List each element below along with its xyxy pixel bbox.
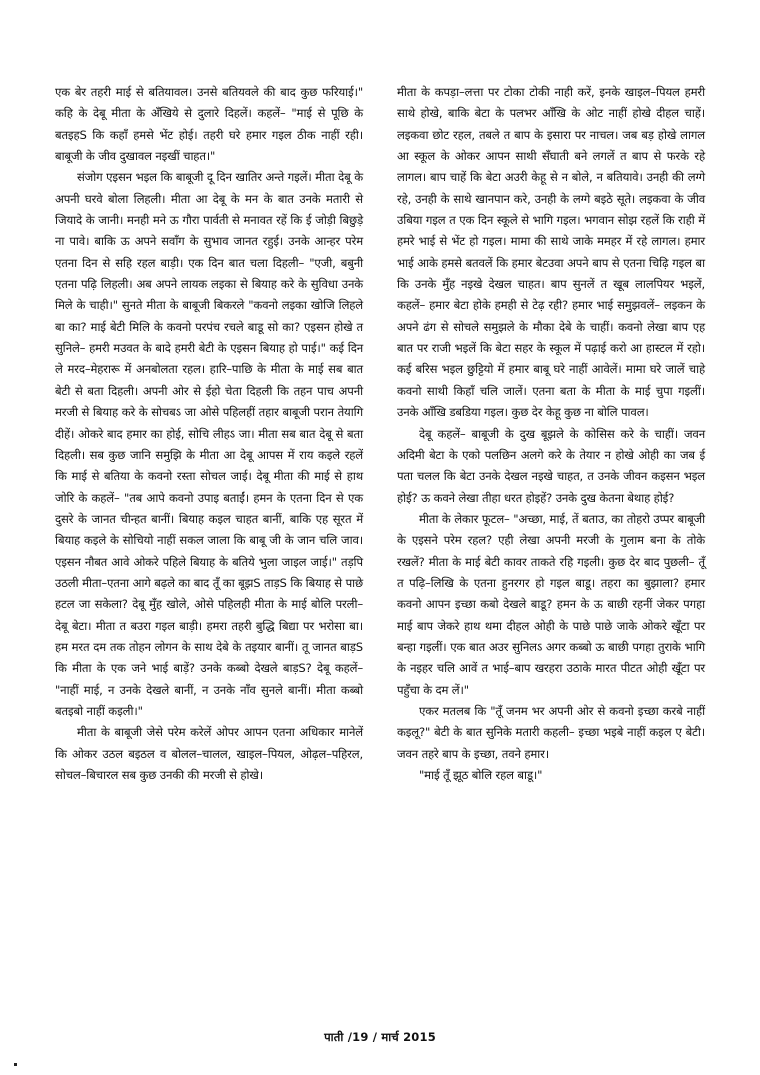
paragraph: एकर मतलब कि "तूँ जनम भर अपनी ओर से कवनो इच्छा करबे नाहीं कइलू?" बेटी के बात सुनिके मतारी कहली– इच्छा भइबे नाहीं कइल ए बेटी। जवन तहरे बाप के इच्छा, तवने हमार। [397, 703, 705, 761]
paragraph: एक बेर तहरी माई से बतियावल। उनसे बतियवले की बाद कुछ फरियाई।" कहि के देबू मीता के अँखिये से दुलारे दिहलें। कहलें– "माई से पूछि के बतइहS कि कहाँ हमसे भेंट होई। तहरी घरे हमार गइल ठीक नाहीं रही। बाबूजी के जीव दुखावल नइखीं चाहत।" [55, 85, 363, 164]
right-column [397, 82, 705, 786]
paragraph: "माई तूँ झूठ बोलि रहल बाडू।" [419, 768, 543, 782]
paragraph: मीता के बाबूजी जेसे परेम करेलें ओपर आपन एतना अधिकार मानेलें कि ओकर उठल बइठल व बोलल–चालल, खाइल–पियल, ओढ़ल–पहिरल, सोचल–बिचारल सब कुछ उनकी की मरजी से होखे। [55, 725, 363, 782]
paragraph: मीता के लेकार फूटल– "अच्छा, माई, तें बताउ, का तोहरो उप्पर बाबूजी के एइसने परेम रहल? एही लेखा अपनी मरजी के गुलाम बना के तोके रखलें? मीता के माई बेटी कावर ताकते रहि गइली। कुछ देर बाद पुछली– तूँ त पढ़ि–लिखि के एतना हुनरगर हो गइल बाडू। तहरा का बुझाला? हमार कवनो आपन इच्छा कबो देखले बाडू? हमन के ऊ बाछी रहनीं जेकर पगहा माई बाप जेकरे हाथ थमा दीहल ओही के पाछे पाछे जाके ओकरे खूँटा पर बन्हा गइलीं। एक बात अउर सुनिलऽ अगर कब्बो ऊ बाछी पगहा तुराके भागि के नइहर चलि आवें त भाई–बाप खरहरा उठाके मारत पीटत ओही खूँटा पर पहुँचा के दम लें।" [397, 511, 705, 697]
scan-dot [14, 1063, 17, 1066]
paragraph: संजोग एइसन भइल कि बाबूजी दू दिन खातिर अन्ते गइलें। मीता देबू के अपनी घरवे बोला लिहली। मीता आ देबू के मन के बात उनके मतारी से जियादे के जानी। मनही मने ऊ गौरा पार्वती से मनावत रहें कि ई जोड़ी बिछुड़े ना पावे। बाकि ऊ अपने सवाँग के सुभाव जानत रहुई। उनके आन्हर परेम एतना दिन से सहि रहल बाड़ी। एक दिन बात चला दिहली– "एजी, बबुनी एतना पढ़ि लिहली। अब अपने लायक लइका से बियाह करे के सुविधा उनके मिले के चाही।" सुनते मीता के बाबूजी बिकरले "कवनो लइका खोजि लिहले बा का? माई बेटी मिलि के कवनो परपंच रचले बाडू सो का? एइसन होखे त सुनिले– हमरी मउवत के बादे हमरी बेटी के एइसन बियाह हो पाई।" कई दिन ले मरद–मेहरारू में अनबोलता रहल। हारि–पाछि के मीता के माई सब बात बेटी से बता दिहली। अपनी ओर से ईहो चेता दिहली कि तहन पाच अपनी मरजी से बियाह करे के सोचबऽ जा ओसे पहिलहीं तहार बाबूजी परान तेयागि दीहें। ओकरे बाद हमार का होई, सोचि लीहऽ जा। मीता सब बात देबू से बता दिहली। सब कुछ जानि समुझि के मीता आ देबू आपस में राय कइले रहलें कि माई से बतिया के कवनो रस्ता सोचल जाई। देबू मीता की माई से हाथ जोरि के कहलें– "तब आपे कवनो उपाइ बताईं। हमन के एतना दिन से एक दुसरे के जानत चीन्हत बानीं। बियाह कइल चाहत बानीं, बाकि एह सूरत में बियाह कइले के सोचियो नाहीं सकल जाला कि बाबू जी के जान चलि जाव। एइसन नौबत आवे ओकरे पहिले बियाह के बतिये भुला जाइल जाई।" तड़पि उठली मीता–एतना आगे बढ़ले का बाद तूँ का बूझS ताड़S कि बियाह से पाछे हटल जा सकेला? देबू मुँह खोले, ओसे पहिलही मीता के माई बोलि परली– देबू बेटा। मीता त बउरा गइल बाड़ी। हमरा तहरी बुद्धि बिद्या पर भरोसा बा। हम मरत दम तक तोहन लोगन के साथ देबे के तइयार बानीं। तू जानत बाड़S कि मीता के एक जने भाई बाड़ें? उनके कब्बो देखले बाड़S? देबू कहलें– "नाहीं माई, न उनके देखले बानीं, न उनके नाँव सुनले बानीं। मीता कब्बो बतइबो नाहीं कइली।" [55, 170, 363, 718]
left-column [55, 82, 363, 786]
paragraph: देबू कहलें– बाबूजी के दुख बूझले के कोसिस करे के चाहीं। जवन अदिमी बेटा के एको पलछिन अलगे करे के तेयार न होखे ओही का जब ई पता चलल कि बेटा उनके देखल नइखे चाहत, त उनके जीवन कइसन भइल होई? ऊ कवने लेखा तीहा धरत होइहें? उनके दुख केतना बेथाह होई? [397, 426, 705, 505]
page-footer: पाती /19 / मार्च 2015 [324, 1030, 436, 1044]
paragraph: मीता के कपड़ा–लत्ता पर टोका टोकी नाही करें, इनके खाइल–पियल हमरी साथे होखे, बाकि बेटा के पलभर आँखि के ओट नाहीं होखे दीहल चाहें। लइकवा छोट रहल, तबले त बाप के इसारा पर नाचल। जब बड़ होखे लागल आ स्कूल के ओकर आपन साथी सँघाती बने लगलें त बाप से फरके रहे लागल। बाप चाहें कि बेटा अउरी केहू से न बोले, न बतियावे। उनही की लग्गे रहे, उनही के साथे खानपान करे, उनही के लग्गे बइठे सूते। लइकवा के जीव उबिया गइल त एक दिन स्कूले से भागि गइल। भगवान सोझ रहलें कि राही में हमरे भाई से भेंट हो गइल। मामा की साथे जाके ममहर में रहे लागल। हमार भाई आके हमसे बतवलें कि हमार बेटउवा अपने बाप से एतना चिढ़ि गइल बा कि उनके मुँह नइखे देखल चाहत। बाप सुनलें त खूब लालपियर भइलें, कहलें– हमार बेटा होके हमही से टेढ़ रही? हमार भाई समुझवलें– लइकन के अपने ढंग से सोचले समुझले के मौका देबे के चाहीं। कवनो लेखा बाप एह बात पर राजी भइलें कि बेटा सहर के स्कूल में पढ़ाई करो आ हास्टल में रहो। कई बरिस भइल छुट्टियो में हमार बाबू घरे नाहीं आवेलें। मामा घरे जालें चाहे कवनो साथी किहाँ चलि जालें। एतना बता के मीता के माई चुपा गइलीं। उनके आँखि डबडिया गइल। कुछ देर केहू कुछ ना बोलि पावल। [397, 85, 705, 420]
